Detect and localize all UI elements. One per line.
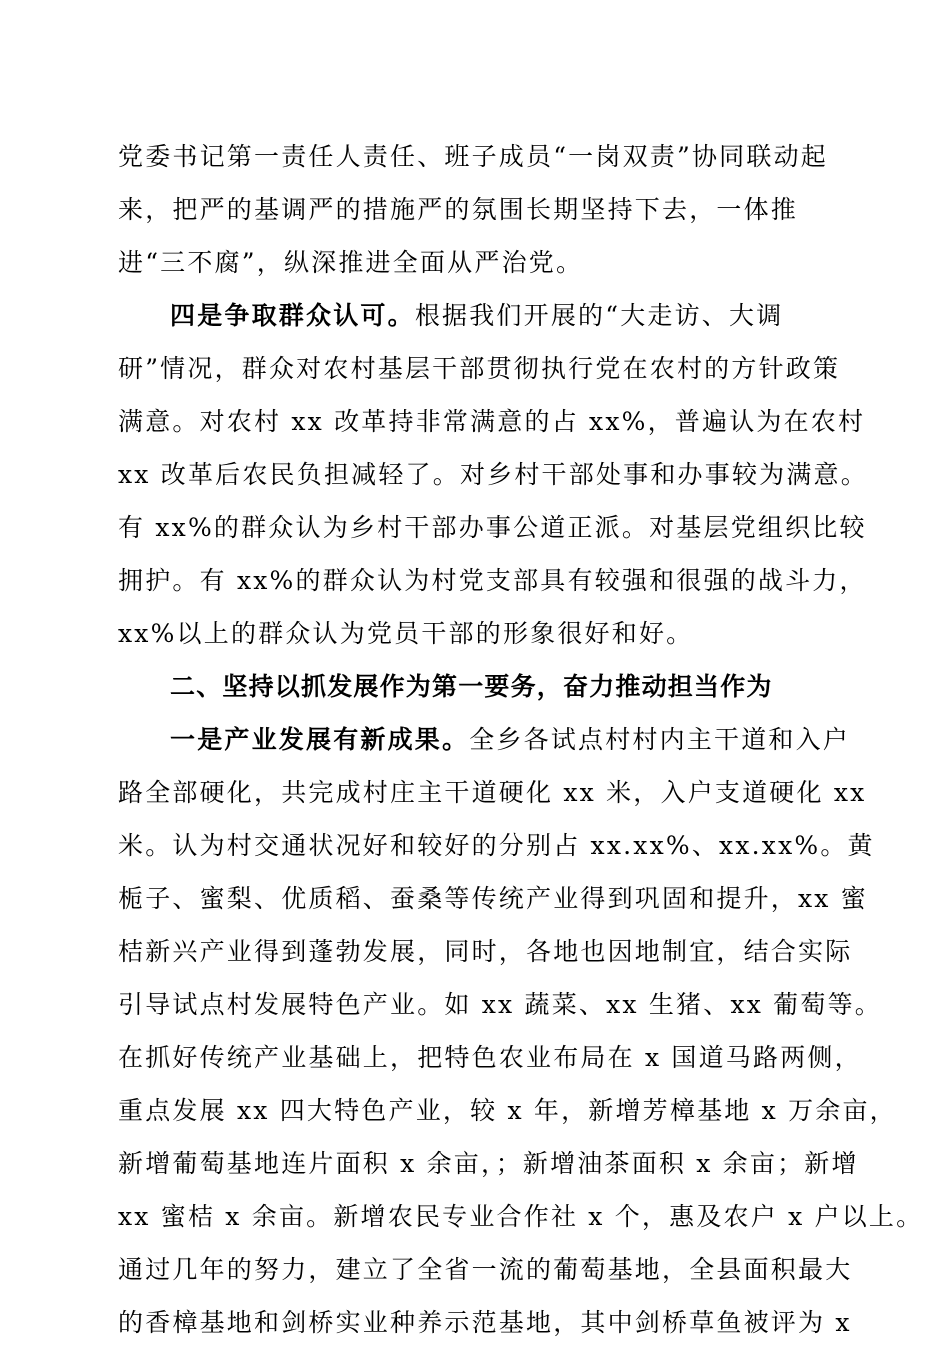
text-line: xx 蜜桔 x 余亩。新增农民专业合作社 x 个，惠及农户 x 户以上。 [118, 1202, 924, 1231]
text-line [118, 713, 851, 766]
document-page [118, 130, 924, 1349]
paragraph-lead: 一是产业发展有新成果。 [170, 725, 470, 754]
text-line: 有 xx%的群众认为乡村干部办事公道正派。对基层党组织比较 [118, 513, 867, 542]
text-line: xx 改革后农民负担减轻了。对乡村干部处事和办事较为满意。 [118, 460, 868, 489]
text-line: 的香樟基地和剑桥实业种养示范基地，其中剑桥草鱼被评为 x [118, 1308, 852, 1337]
text-line: 路全部硬化，共完成村庄主干道硬化 xx 米，入户支道硬化 xx [118, 778, 867, 807]
text-line: 拥护。有 xx%的群众认为村党支部具有较强和很强的战斗力， [118, 566, 867, 595]
paragraph-continuation [118, 130, 838, 289]
text-run: 全乡各试点村村内主干道和入户 [469, 725, 851, 754]
text-line: xx%以上的群众认为党员干部的形象很好和好。 [118, 619, 694, 648]
text-line: 党委书记第一责任人责任、班子成员“一岗双责”协同联动起 [118, 142, 828, 171]
section-heading: 二、坚持以抓发展作为第一要务，奋力推动担当作为 [170, 672, 773, 701]
text-line: 在抓好传统产业基础上，把特色农业布局在 x 国道马路两侧， [118, 1043, 862, 1072]
paragraph-public-approval [118, 289, 868, 660]
text-line: 引导试点村发展特色产业。如 xx 蔬菜、xx 生猪、xx 葡萄等。 [118, 990, 882, 1019]
text-run: 根据我们开展的“大走访、大调 [414, 301, 784, 330]
paragraph-industry-development [118, 713, 924, 1349]
text-line: 米。认为村交通状况好和较好的分别占 xx.xx%、xx.xx%。黄 [118, 831, 875, 860]
text-line: 研”情况，群众对农村基层干部贯彻执行党在农村的方针政策 [118, 354, 841, 383]
text-line: 进“三不腐”，纵深推进全面从严治党。 [118, 248, 584, 277]
paragraph-lead: 四是争取群众认可。 [170, 301, 415, 330]
text-line: 新增葡萄基地连片面积 x 余亩，；新增油茶面积 x 余亩；新增 [118, 1149, 859, 1178]
text-line: 桔新兴产业得到蓬勃发展，同时，各地也因地制宜，结合实际 [118, 937, 853, 966]
text-line: 重点发展 xx 四大特色产业，较 x 年，新增芳樟基地 x 万余亩， [118, 1096, 897, 1125]
text-line: 栀子、蜜梨、优质稻、蚕桑等传统产业得到巩固和提升，xx 蜜 [118, 884, 868, 913]
text-line [118, 289, 838, 342]
text-line: 来，把严的基调严的措施严的氛围长期坚持下去，一体推 [118, 195, 799, 224]
text-line: 通过几年的努力，建立了全省一流的葡萄基地，全县面积最大 [118, 1255, 853, 1284]
text-line: 满意。对农村 xx 改革持非常满意的占 xx%，普遍认为在农村 [118, 407, 866, 436]
